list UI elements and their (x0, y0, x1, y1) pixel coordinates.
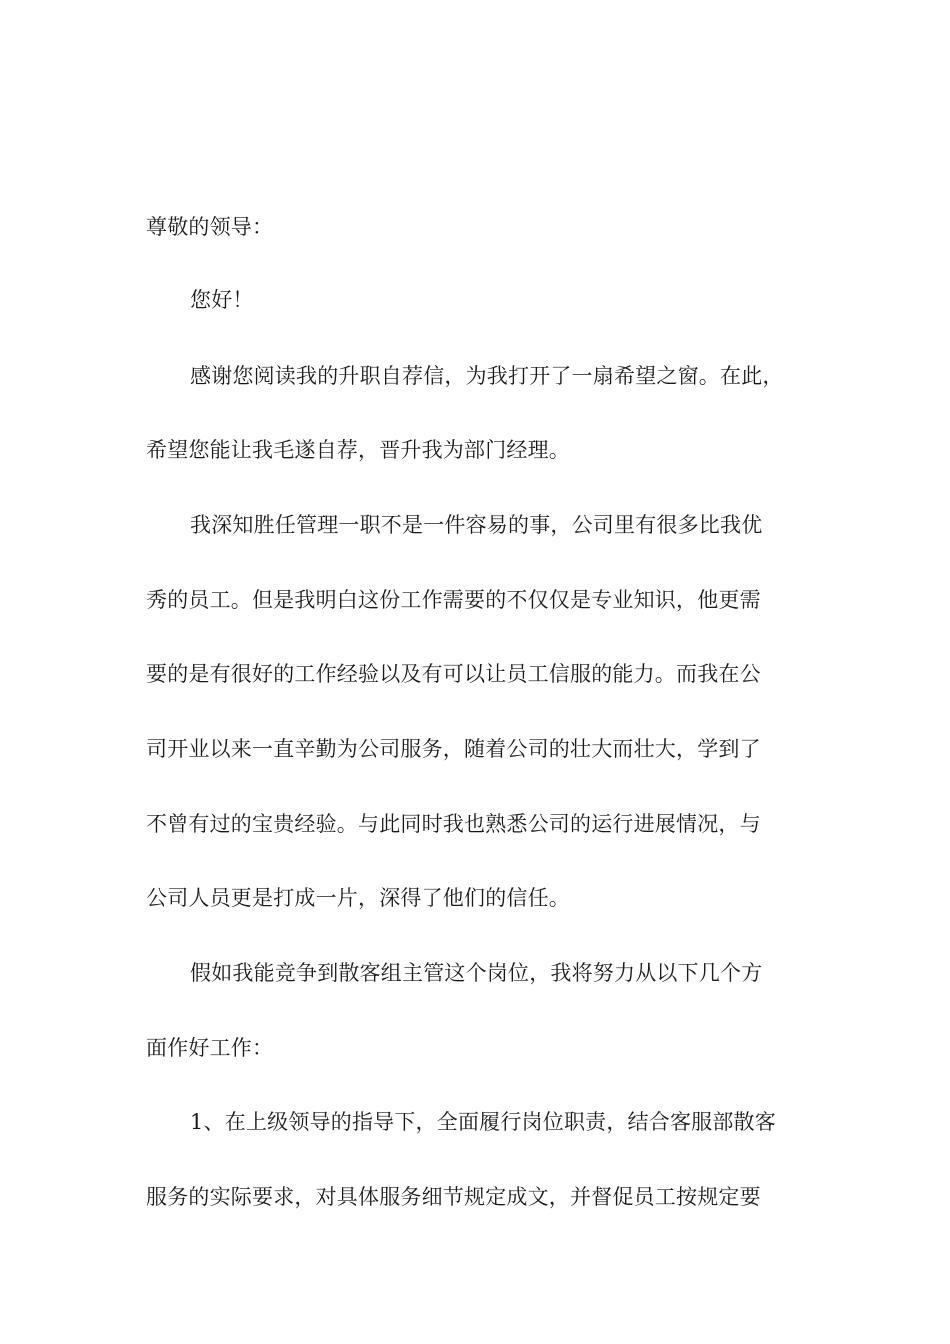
paragraph-line: 要的是有很好的工作经验以及有可以让员工信服的能力。而我在公 (146, 662, 761, 686)
paragraph-line: 1、在上级领导的指导下，全面履行岗位职责，结合客服部散客 (190, 1110, 776, 1134)
paragraph-line: 司开业以来一直辛勤为公司服务，随着公司的壮大而壮大，学到了 (146, 737, 761, 761)
paragraph-line: 假如我能竞争到散客组主管这个岗位，我将努力从以下几个方 (190, 961, 763, 985)
paragraph-line: 服务的实际要求，对具体服务细节规定成文，并督促员工按规定要 (146, 1185, 761, 1209)
paragraph-line: 秀的员工。但是我明白这份工作需要的不仅仅是专业知识，他更需 (146, 588, 761, 612)
paragraph-line: 我深知胜任管理一职不是一件容易的事，公司里有很多比我优 (190, 513, 763, 537)
paragraph-line: 公司人员更是打成一片，深得了他们的信任。 (146, 886, 570, 910)
greeting: 您好！ (190, 288, 254, 312)
paragraph-line: 感谢您阅读我的升职自荐信，为我打开了一扇希望之窗。在此， (190, 364, 784, 388)
salutation: 尊敬的领导： (146, 215, 274, 239)
paragraph-line: 不曾有过的宝贵经验。与此同时我也熟悉公司的运行进展情况，与 (146, 812, 761, 836)
paragraph-line: 希望您能让我毛遂自荐，晋升我为部门经理。 (146, 438, 570, 462)
paragraph-line: 面作好工作： (146, 1036, 274, 1060)
